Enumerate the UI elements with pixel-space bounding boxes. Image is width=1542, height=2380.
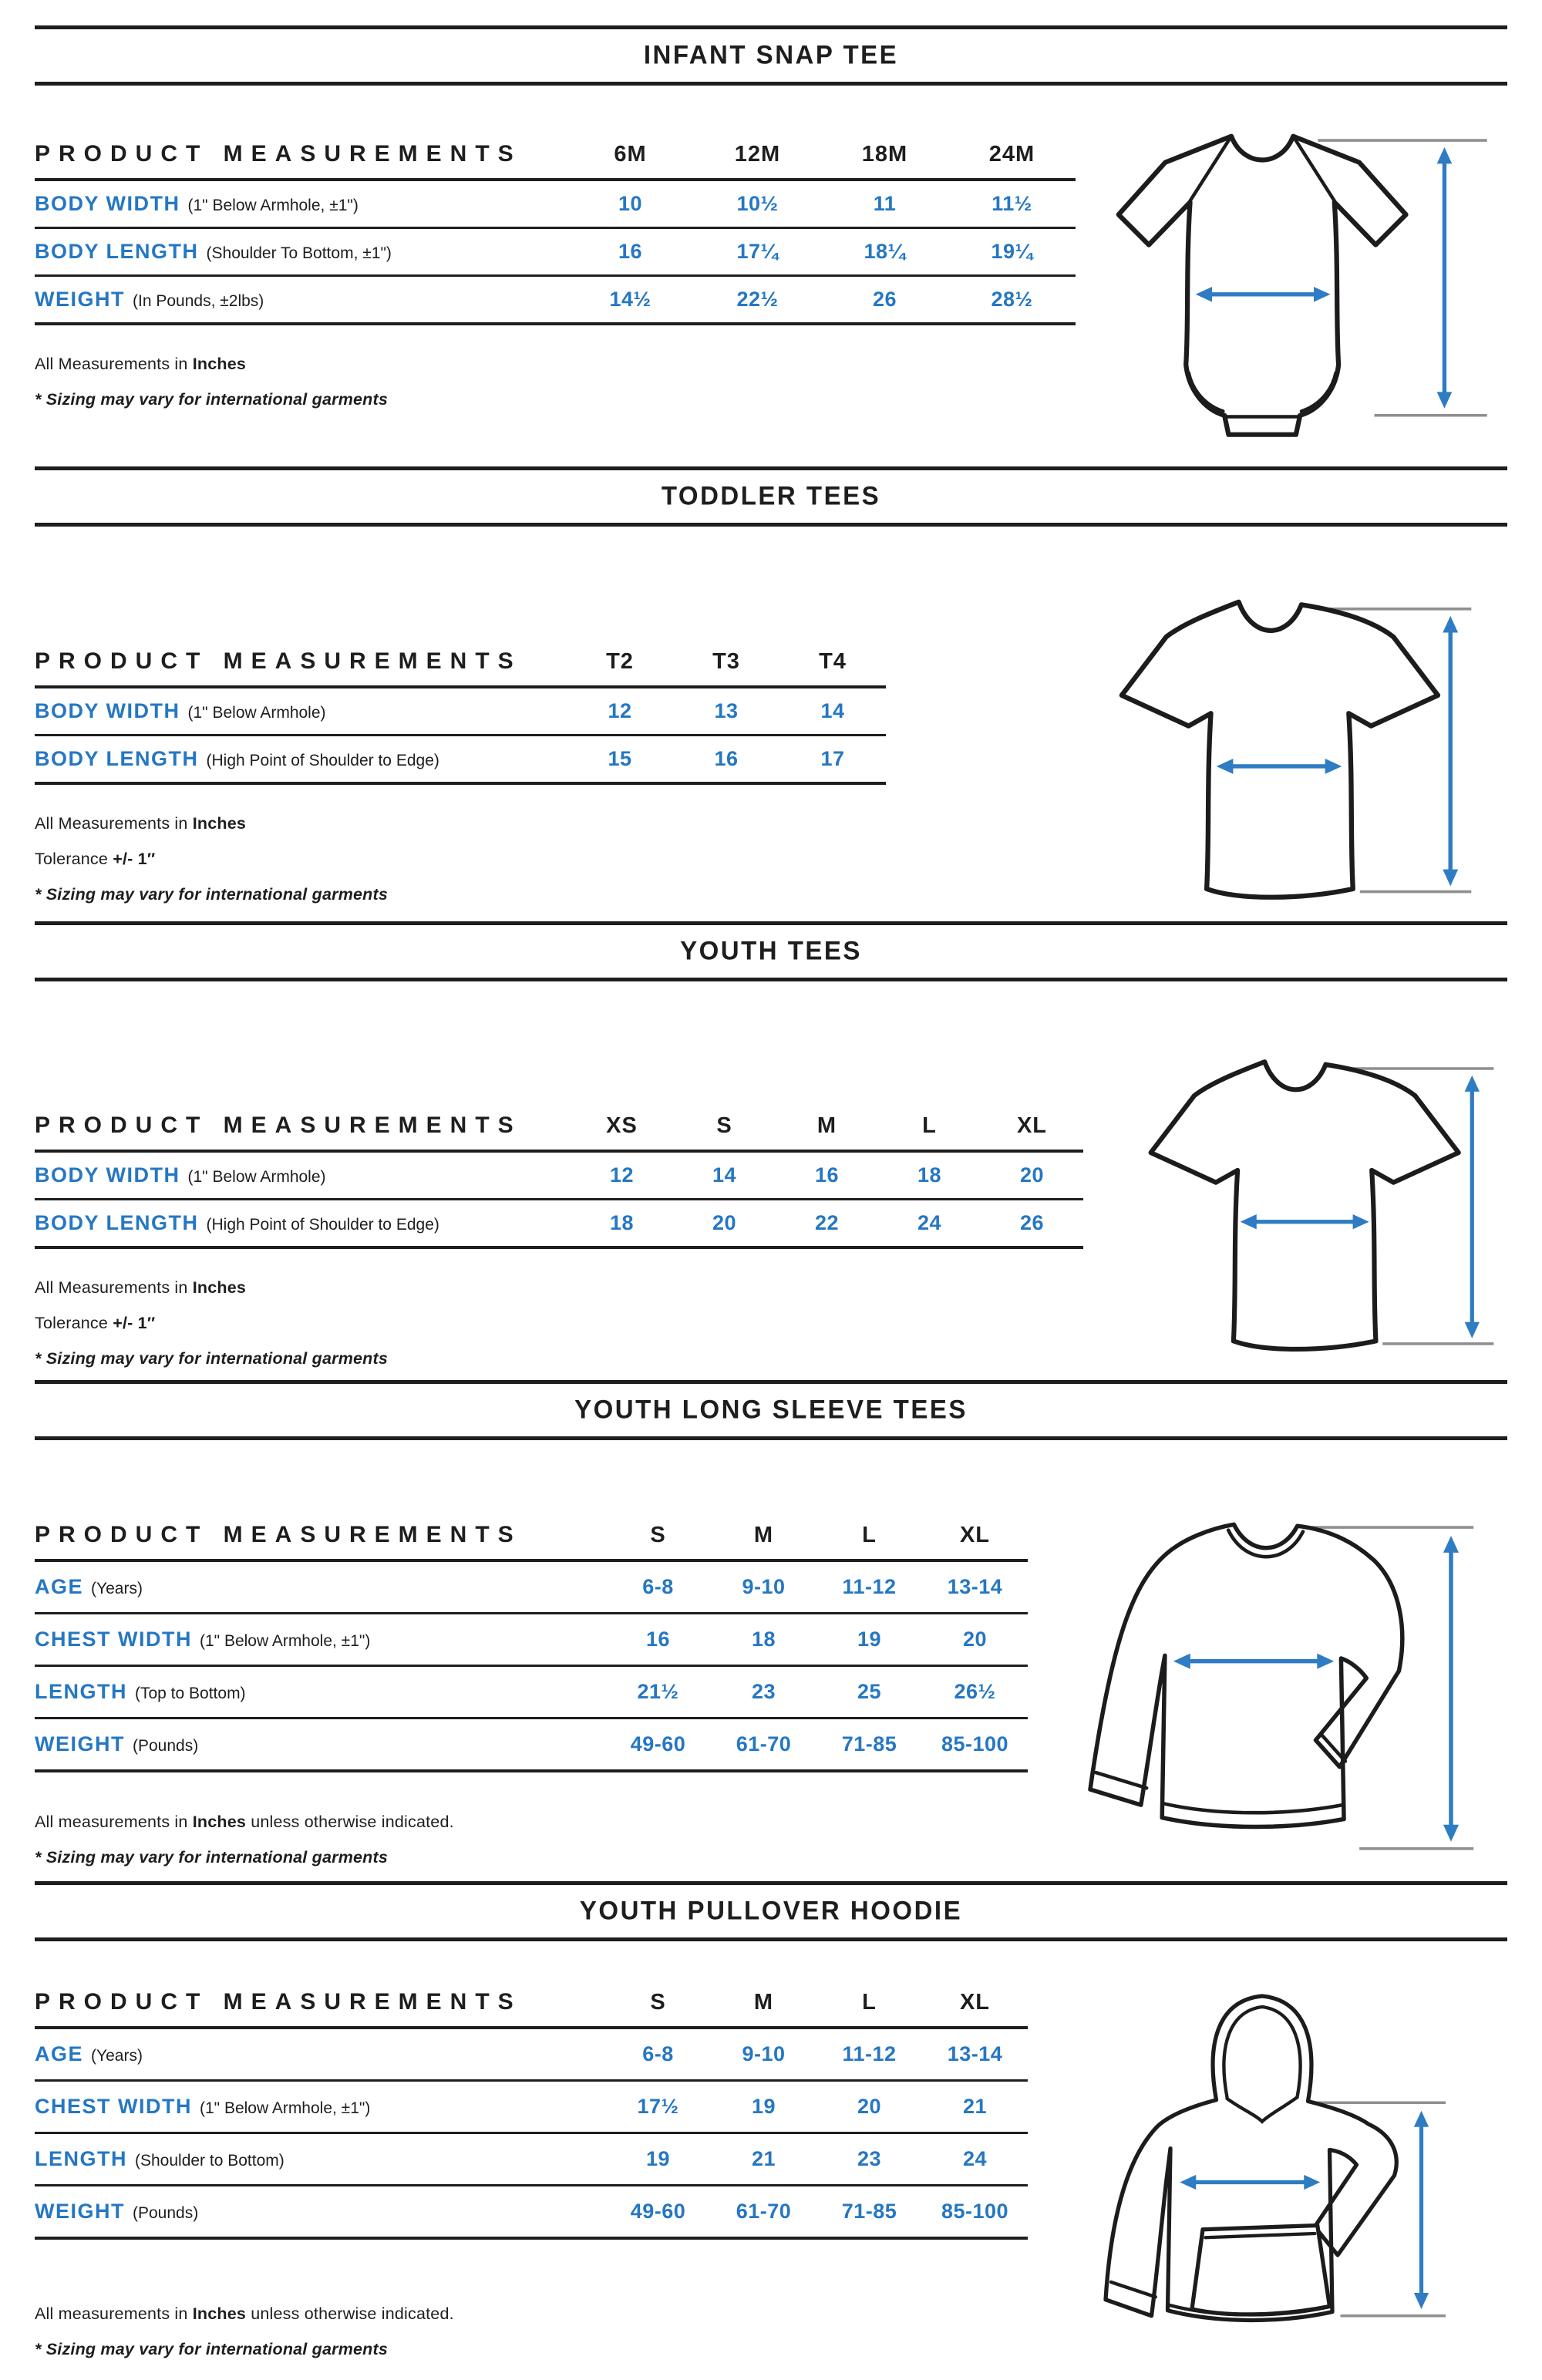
measurement-value: 24 <box>962 2147 988 2170</box>
measurement-value: 22 <box>814 1211 840 1234</box>
section-title: YOUTH TEES <box>680 935 862 965</box>
footnote-line <box>35 1848 1507 1867</box>
row-label-cell <box>35 288 567 311</box>
footnote-segment: All Measurements in <box>35 1278 193 1297</box>
footnote-segment: unless otherwise indicated. <box>246 2304 454 2323</box>
table-row <box>35 2186 1028 2240</box>
measurement-value: 85-100 <box>941 2200 1009 2223</box>
measurement-value: 17½ <box>637 2095 679 2118</box>
footnote-segment: Inches <box>192 1813 247 1831</box>
measurement-value: 26 <box>1019 1211 1045 1234</box>
section-toddler-tees <box>35 466 1507 921</box>
measurement-value: 18¼ <box>864 240 906 263</box>
row-note: (Top to Bottom) <box>135 1685 246 1702</box>
measurement-value: 9-10 <box>742 2042 786 2065</box>
measurement-value: 14 <box>712 1163 737 1187</box>
size-column-header: XL <box>959 1990 991 2015</box>
footnote-segment: All Measurements in <box>35 355 193 373</box>
row-label-cell <box>35 1680 605 1704</box>
measurement-value: 11-12 <box>842 2042 897 2065</box>
row-label: WEIGHT <box>35 1732 125 1756</box>
measurement-value: 9-10 <box>742 1575 786 1598</box>
section-title-bar <box>35 1380 1507 1440</box>
hoodie-illustration <box>1046 1958 1478 2350</box>
long-sleeve-tee-illustration <box>1041 1486 1492 1867</box>
section-title: YOUTH LONG SLEEVE TEES <box>574 1394 968 1424</box>
section-youth-tees <box>35 921 1507 1380</box>
measurement-table <box>35 141 1076 325</box>
size-column-header: S <box>650 1990 666 2015</box>
row-label-cell <box>35 1163 571 1187</box>
row-label-cell <box>35 2147 605 2171</box>
table-row <box>35 688 886 736</box>
garment-outline <box>1106 1996 1396 2320</box>
table-row <box>35 1200 1083 1249</box>
row-label-cell <box>35 699 567 723</box>
measurements-header: PRODUCT MEASUREMENTS <box>35 1989 522 2015</box>
row-note: (In Pounds, ±2lbs) <box>133 292 264 310</box>
measurement-value: 18 <box>609 1211 635 1234</box>
row-label: BODY WIDTH <box>35 192 180 215</box>
illustration-box <box>1046 1958 1478 2350</box>
measurements-header: PRODUCT MEASUREMENTS <box>35 141 522 167</box>
measurement-value: 23 <box>751 1680 776 1703</box>
table-row <box>35 181 1076 229</box>
measurement-value: 11-12 <box>842 1575 897 1598</box>
table-row <box>35 1153 1083 1200</box>
section-infant-snap-tee <box>35 25 1507 466</box>
row-note: (High Point of Shoulder to Edge) <box>206 752 439 769</box>
row-label-cell <box>35 2200 605 2223</box>
footnotes <box>35 1813 1507 1867</box>
row-label: CHEST WIDTH <box>35 2095 192 2118</box>
measurement-value: 25 <box>857 1680 882 1703</box>
footnote-line <box>35 1349 1507 1368</box>
footnote-line <box>35 2340 1507 2359</box>
measurement-value: 61-70 <box>736 2200 792 2223</box>
table-header-row <box>35 1989 1028 2029</box>
row-note: (1" Below Armhole, ±1") <box>199 1632 371 1650</box>
garment-outline <box>1090 1524 1402 1826</box>
size-column-header: XL <box>1016 1113 1048 1138</box>
size-column-header: S <box>650 1523 666 1547</box>
footnote-segment: * Sizing may vary for international garments <box>35 1349 389 1368</box>
row-label-cell <box>35 1575 605 1599</box>
measurement-value: 19 <box>857 1628 882 1651</box>
footnote-segment: unless otherwise indicated. <box>246 1813 454 1831</box>
measurement-value: 23 <box>857 2147 882 2170</box>
length-arrow <box>1443 1536 1459 1842</box>
measurement-table <box>35 1522 1028 1772</box>
measurement-value: 18 <box>917 1163 942 1187</box>
table-row <box>35 1614 1028 1667</box>
measurement-table <box>35 1989 1028 2240</box>
row-note: (Years) <box>91 2047 143 2065</box>
row-label-cell <box>35 747 567 771</box>
measurement-value: 19 <box>645 2147 671 2170</box>
section-title-bar <box>35 1881 1507 1941</box>
row-label-cell <box>35 1732 605 1756</box>
measurement-value: 11 <box>873 192 897 215</box>
measurement-value: 61-70 <box>736 1732 792 1756</box>
row-label: LENGTH <box>35 2147 127 2170</box>
row-note: (1" Below Armhole, ±1") <box>199 2099 371 2117</box>
section-youth-pullover-hoodie <box>35 1881 1507 2380</box>
size-column-header: M <box>816 1113 837 1138</box>
measurement-value: 18 <box>751 1628 776 1651</box>
size-column-header: 24M <box>988 142 1035 167</box>
table-row <box>35 2029 1028 2082</box>
table-row <box>35 1667 1028 1719</box>
footnote-segment: * Sizing may vary for international garments <box>35 390 389 409</box>
measurement-value: 10 <box>618 192 643 215</box>
footnote-segment: Tolerance <box>35 850 113 868</box>
footnotes <box>35 355 1507 409</box>
table-row <box>35 1562 1028 1614</box>
section-title: INFANT SNAP TEE <box>643 39 899 69</box>
measurement-value: 22½ <box>736 288 779 311</box>
section-title: TODDLER TEES <box>661 480 881 510</box>
row-note: (1" Below Armhole) <box>187 704 326 722</box>
measurement-value: 85-100 <box>941 1732 1009 1756</box>
measurement-value: 19 <box>751 2095 776 2118</box>
measurement-value: 6-8 <box>642 1575 674 1598</box>
row-note: (1" Below Armhole) <box>187 1168 326 1186</box>
measurement-value: 71-85 <box>841 1732 897 1756</box>
footnote-segment: Inches <box>192 355 247 373</box>
row-label-cell <box>35 240 567 264</box>
footnote-segment: All Measurements in <box>35 814 193 833</box>
footnote-segment: * Sizing may vary for international garments <box>35 2340 389 2358</box>
size-column-header: L <box>862 1523 877 1547</box>
measurements-header: PRODUCT MEASUREMENTS <box>35 1522 522 1547</box>
measurement-value: 16 <box>714 747 739 770</box>
measurement-value: 20 <box>962 1628 988 1651</box>
footnote-line <box>35 2304 1507 2324</box>
size-column-header: S <box>716 1113 732 1138</box>
measurement-value: 11½ <box>992 192 1032 215</box>
measurement-value: 12 <box>608 699 632 722</box>
measurement-value: 13 <box>714 699 739 722</box>
measurement-value: 21 <box>751 2147 776 2170</box>
table-header-row <box>35 1522 1028 1562</box>
size-column-header: XS <box>606 1113 638 1138</box>
row-label-cell <box>35 2042 605 2066</box>
size-column-header: 6M <box>614 142 647 167</box>
footnotes <box>35 1278 1507 1368</box>
section-title-bar <box>35 921 1507 981</box>
measurements-header: PRODUCT MEASUREMENTS <box>35 1113 522 1138</box>
row-label-cell <box>35 1628 605 1651</box>
row-label: CHEST WIDTH <box>35 1628 192 1651</box>
row-label: BODY LENGTH <box>35 1211 199 1234</box>
size-column-header: T4 <box>819 649 847 674</box>
table-row <box>35 2134 1028 2186</box>
section-title-bar <box>35 25 1507 86</box>
row-label: BODY LENGTH <box>35 747 199 770</box>
footnote-line <box>35 390 1507 409</box>
measurement-value: 14½ <box>609 288 651 311</box>
measurement-value: 17¼ <box>736 240 779 263</box>
size-column-header: M <box>753 1523 774 1547</box>
length-arrow <box>1414 2111 1429 2309</box>
footnote-segment: Inches <box>192 2304 247 2323</box>
footnote-segment: Inches <box>192 1278 247 1297</box>
illustration-box <box>1041 1486 1492 1867</box>
row-label: BODY WIDTH <box>35 1163 180 1187</box>
table-row <box>35 1719 1028 1772</box>
table-row <box>35 277 1076 325</box>
row-label: BODY LENGTH <box>35 240 199 263</box>
measurement-value: 10½ <box>736 192 779 215</box>
footnote-segment: Tolerance <box>35 1314 113 1332</box>
measurement-value: 49-60 <box>630 2200 686 2223</box>
row-label-cell <box>35 2095 605 2119</box>
footnote-line <box>35 1314 1507 1333</box>
row-note: (Shoulder to Bottom) <box>135 2152 284 2170</box>
measurement-value: 19¼ <box>991 240 1033 263</box>
row-label: BODY WIDTH <box>35 699 180 722</box>
row-label: WEIGHT <box>35 2200 125 2223</box>
measurement-value: 20 <box>857 2095 882 2118</box>
size-column-header: 18M <box>861 142 908 167</box>
row-label: WEIGHT <box>35 288 125 311</box>
size-column-header: L <box>862 1990 877 2015</box>
row-label-cell <box>35 1211 571 1235</box>
measurement-value: 16 <box>814 1163 840 1187</box>
footnote-segment: +/- 1″ <box>113 850 156 868</box>
measurement-value: 6-8 <box>642 2042 674 2065</box>
row-note: (Shoulder To Bottom, ±1") <box>206 244 392 262</box>
footnote-line <box>35 355 1507 374</box>
footnote-segment: * Sizing may vary for international garments <box>35 885 389 904</box>
section-title-bar <box>35 466 1507 527</box>
section-title: YOUTH PULLOVER HOODIE <box>579 1895 963 1925</box>
row-note: (1" Below Armhole, ±1") <box>187 197 359 214</box>
size-column-header: XL <box>959 1523 991 1547</box>
footnote-line <box>35 814 1507 833</box>
footnote-segment: All measurements in <box>35 1813 193 1831</box>
size-column-header: L <box>922 1113 937 1138</box>
measurement-table <box>35 648 886 785</box>
measurement-value: 21½ <box>637 1680 679 1703</box>
measurement-value: 26½ <box>954 1680 996 1703</box>
table-header-row <box>35 141 1076 181</box>
measurement-value: 71-85 <box>841 2200 897 2223</box>
table-row <box>35 736 886 785</box>
measurement-value: 16 <box>618 240 643 263</box>
row-label: AGE <box>35 2042 84 2065</box>
row-label-cell <box>35 192 567 216</box>
footnote-segment: +/- 1″ <box>113 1314 156 1332</box>
section-youth-long-sleeve-tees <box>35 1380 1507 1881</box>
measurement-value: 16 <box>645 1628 671 1651</box>
table-header-row <box>35 1113 1083 1153</box>
footnotes <box>35 2304 1507 2359</box>
measurement-value: 24 <box>917 1211 942 1234</box>
footnote-segment: All measurements in <box>35 2304 193 2323</box>
footnote-line <box>35 1278 1507 1298</box>
measurement-value: 21 <box>962 2095 988 2118</box>
size-column-header: T2 <box>606 649 634 674</box>
footnote-line <box>35 885 1507 904</box>
measurement-value: 26 <box>872 288 897 311</box>
footnotes <box>35 814 1507 904</box>
size-column-header: M <box>753 1990 774 2015</box>
measurement-value: 13-14 <box>947 2042 1003 2065</box>
table-row <box>35 2082 1028 2134</box>
size-column-header: T3 <box>712 649 740 674</box>
row-note: (Pounds) <box>133 2204 199 2222</box>
row-label: AGE <box>35 1575 84 1598</box>
measurement-value: 13-14 <box>947 1575 1003 1598</box>
measurement-value: 28½ <box>991 288 1033 311</box>
table-row <box>35 229 1076 277</box>
measurement-value: 17 <box>820 747 845 770</box>
measurement-value: 20 <box>712 1211 737 1234</box>
footnote-line <box>35 1813 1507 1832</box>
measurement-value: 12 <box>609 1163 635 1187</box>
measurement-value: 49-60 <box>630 1732 686 1756</box>
row-note: (Years) <box>91 1580 143 1597</box>
table-header-row <box>35 648 886 688</box>
measurement-value: 20 <box>1019 1163 1045 1187</box>
footnote-segment: Inches <box>192 814 247 833</box>
measurements-header: PRODUCT MEASUREMENTS <box>35 648 522 674</box>
row-label: LENGTH <box>35 1680 127 1703</box>
footnote-segment: * Sizing may vary for international garments <box>35 1848 389 1867</box>
measurement-value: 14 <box>820 699 845 722</box>
row-note: (High Point of Shoulder to Edge) <box>206 1216 439 1234</box>
size-column-header: 12M <box>734 142 781 167</box>
row-note: (Pounds) <box>133 1737 199 1755</box>
measurement-value: 15 <box>608 747 632 770</box>
measurement-table <box>35 1113 1083 1249</box>
footnote-line <box>35 850 1507 869</box>
